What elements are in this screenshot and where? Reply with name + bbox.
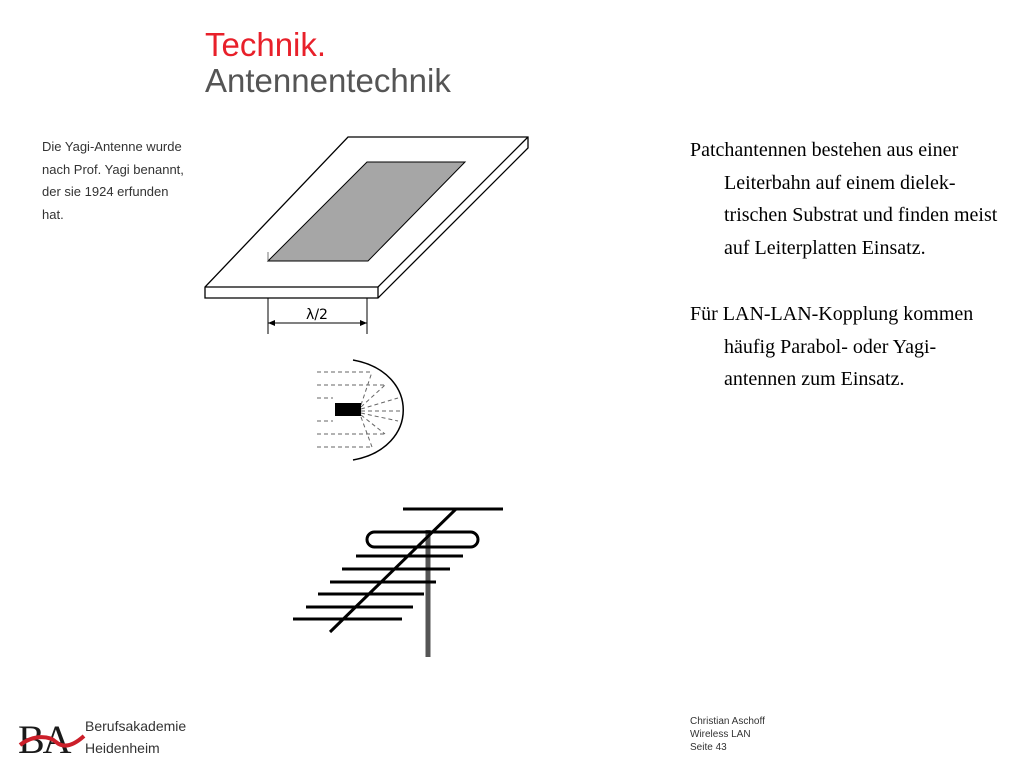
ba-logo	[16, 712, 86, 760]
paragraph-patch: Patchantennen bestehen aus einer Leiterbahn auf einem dielek-trischen Substrat und finden meist auf Leiterplatten Einsatz.	[690, 139, 998, 260]
parabolic-antenna-figure	[317, 360, 403, 460]
footer-author: Christian Aschoff	[690, 716, 765, 727]
patch-dimension-label: λ/2	[306, 307, 328, 323]
institution-name	[85, 715, 186, 759]
page-subtitle: Antennentechnik	[205, 62, 451, 99]
patch-antenna-figure	[205, 137, 528, 334]
paragraph-lan: Für LAN-LAN-Kopplung kommen häufig Parabol- oder Yagi-antennen zum Einsatz.	[690, 302, 974, 391]
footer-page-number: Seite 43	[690, 742, 727, 753]
side-note: Die Yagi-Antenne wurde nach Prof. Yagi benannt, der sie 1924 erfunden hat.	[42, 139, 184, 222]
logo-letters: BA	[18, 717, 70, 760]
institution-line-1: Berufsakademie	[85, 718, 187, 734]
institution-line-2: Heidenheim	[85, 740, 160, 756]
feed-element	[335, 403, 361, 416]
main-text	[690, 134, 1008, 429]
page-title: Technik.	[205, 26, 327, 63]
footer-info	[690, 715, 765, 754]
footer-course: Wireless LAN	[690, 729, 751, 740]
yagi-antenna-figure	[293, 509, 503, 657]
